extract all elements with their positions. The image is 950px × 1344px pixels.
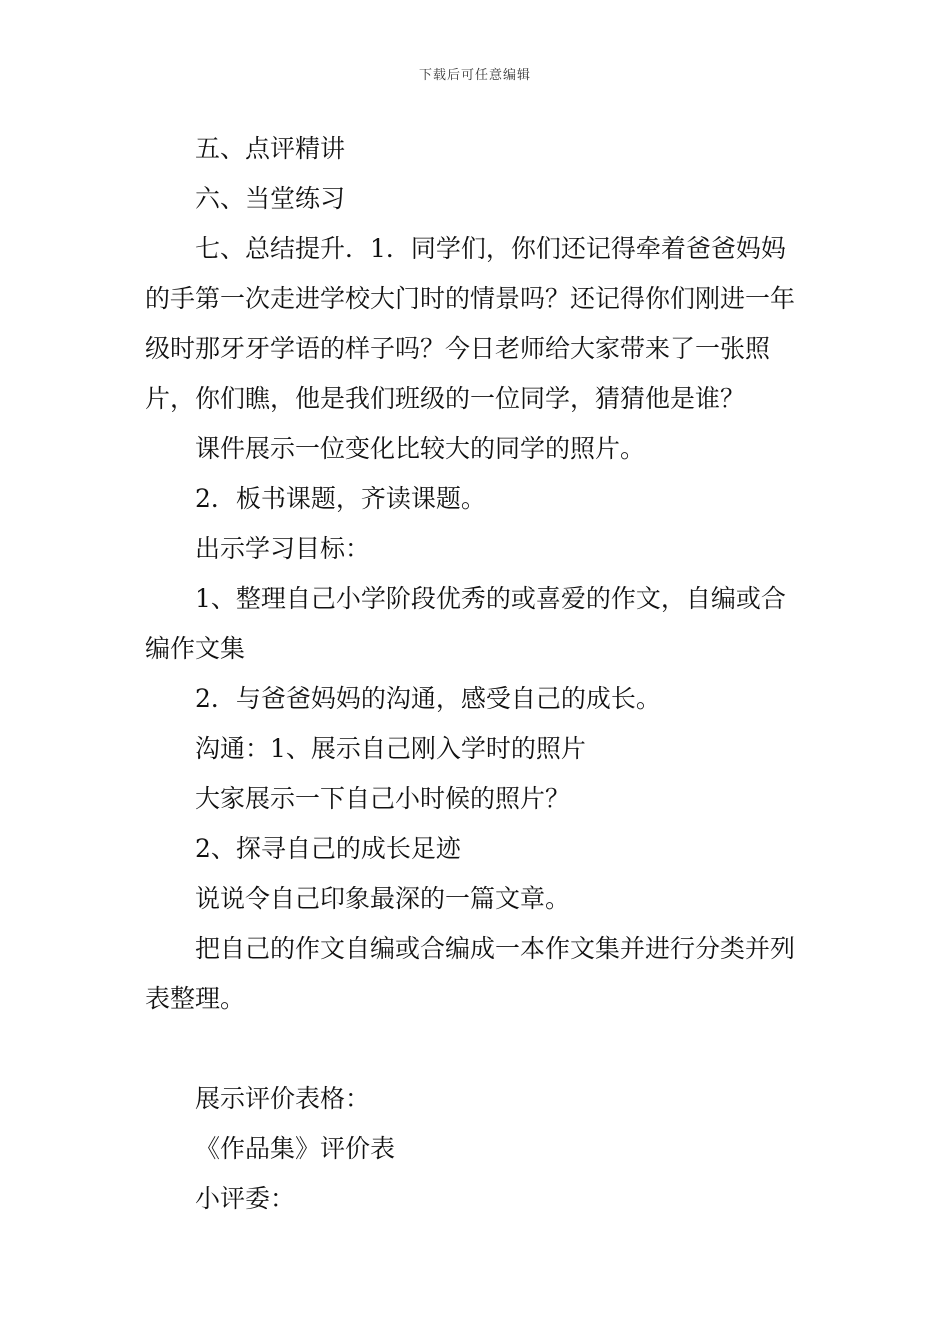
section-heading-practice: 六、当堂练习: [195, 184, 346, 213]
paragraph-board-title: 2．板书课题，齐读课题。: [195, 484, 486, 513]
paragraph-growth-footprints: 2、探寻自己的成长足迹: [195, 834, 461, 863]
paragraph-courseware-photo: 课件展示一位变化比较大的同学的照片。: [195, 434, 646, 463]
paragraph-favorite-article: 说说令自己印象最深的一篇文章。: [195, 884, 571, 913]
page-header: 下载后可任意编辑: [418, 68, 531, 83]
paragraph-compile-collection: 把自己的作文自编或合编成一本作文集并进行分类并列表整理。: [145, 934, 796, 1013]
paragraph-table-title: 《作品集》评价表: [195, 1134, 396, 1163]
section-heading-review: 五、点评精讲: [195, 134, 346, 163]
goal-item-1: 1、整理自己小学阶段优秀的或喜爱的作文，自编或合编作文集: [145, 584, 786, 663]
paragraph-evaluation-table: 展示评价表格：: [195, 1084, 371, 1113]
paragraph-judge: 小评委：: [195, 1184, 296, 1213]
blank-line: [145, 1024, 807, 1074]
paragraph-learning-goals: 出示学习目标：: [195, 534, 371, 563]
goal-item-2: 2．与爸爸妈妈的沟通，感受自己的成长。: [195, 684, 661, 713]
paragraph-communication: 沟通：1、展示自己刚入学时的照片: [195, 734, 586, 763]
section-summary-paragraph: 七、总结提升．1．同学们，你们还记得牵着爸爸妈妈的手第一次走进学校大门时的情景吗？还记得你们刚进一年级时那牙牙学语的样子吗？今日老师给大家带来了一张照片，你们瞧，他是我们班级的一位同学，猜猜他是谁？: [145, 234, 796, 413]
paragraph-show-photos: 大家展示一下自己小时候的照片？: [195, 784, 571, 813]
document-body: [145, 124, 807, 1224]
